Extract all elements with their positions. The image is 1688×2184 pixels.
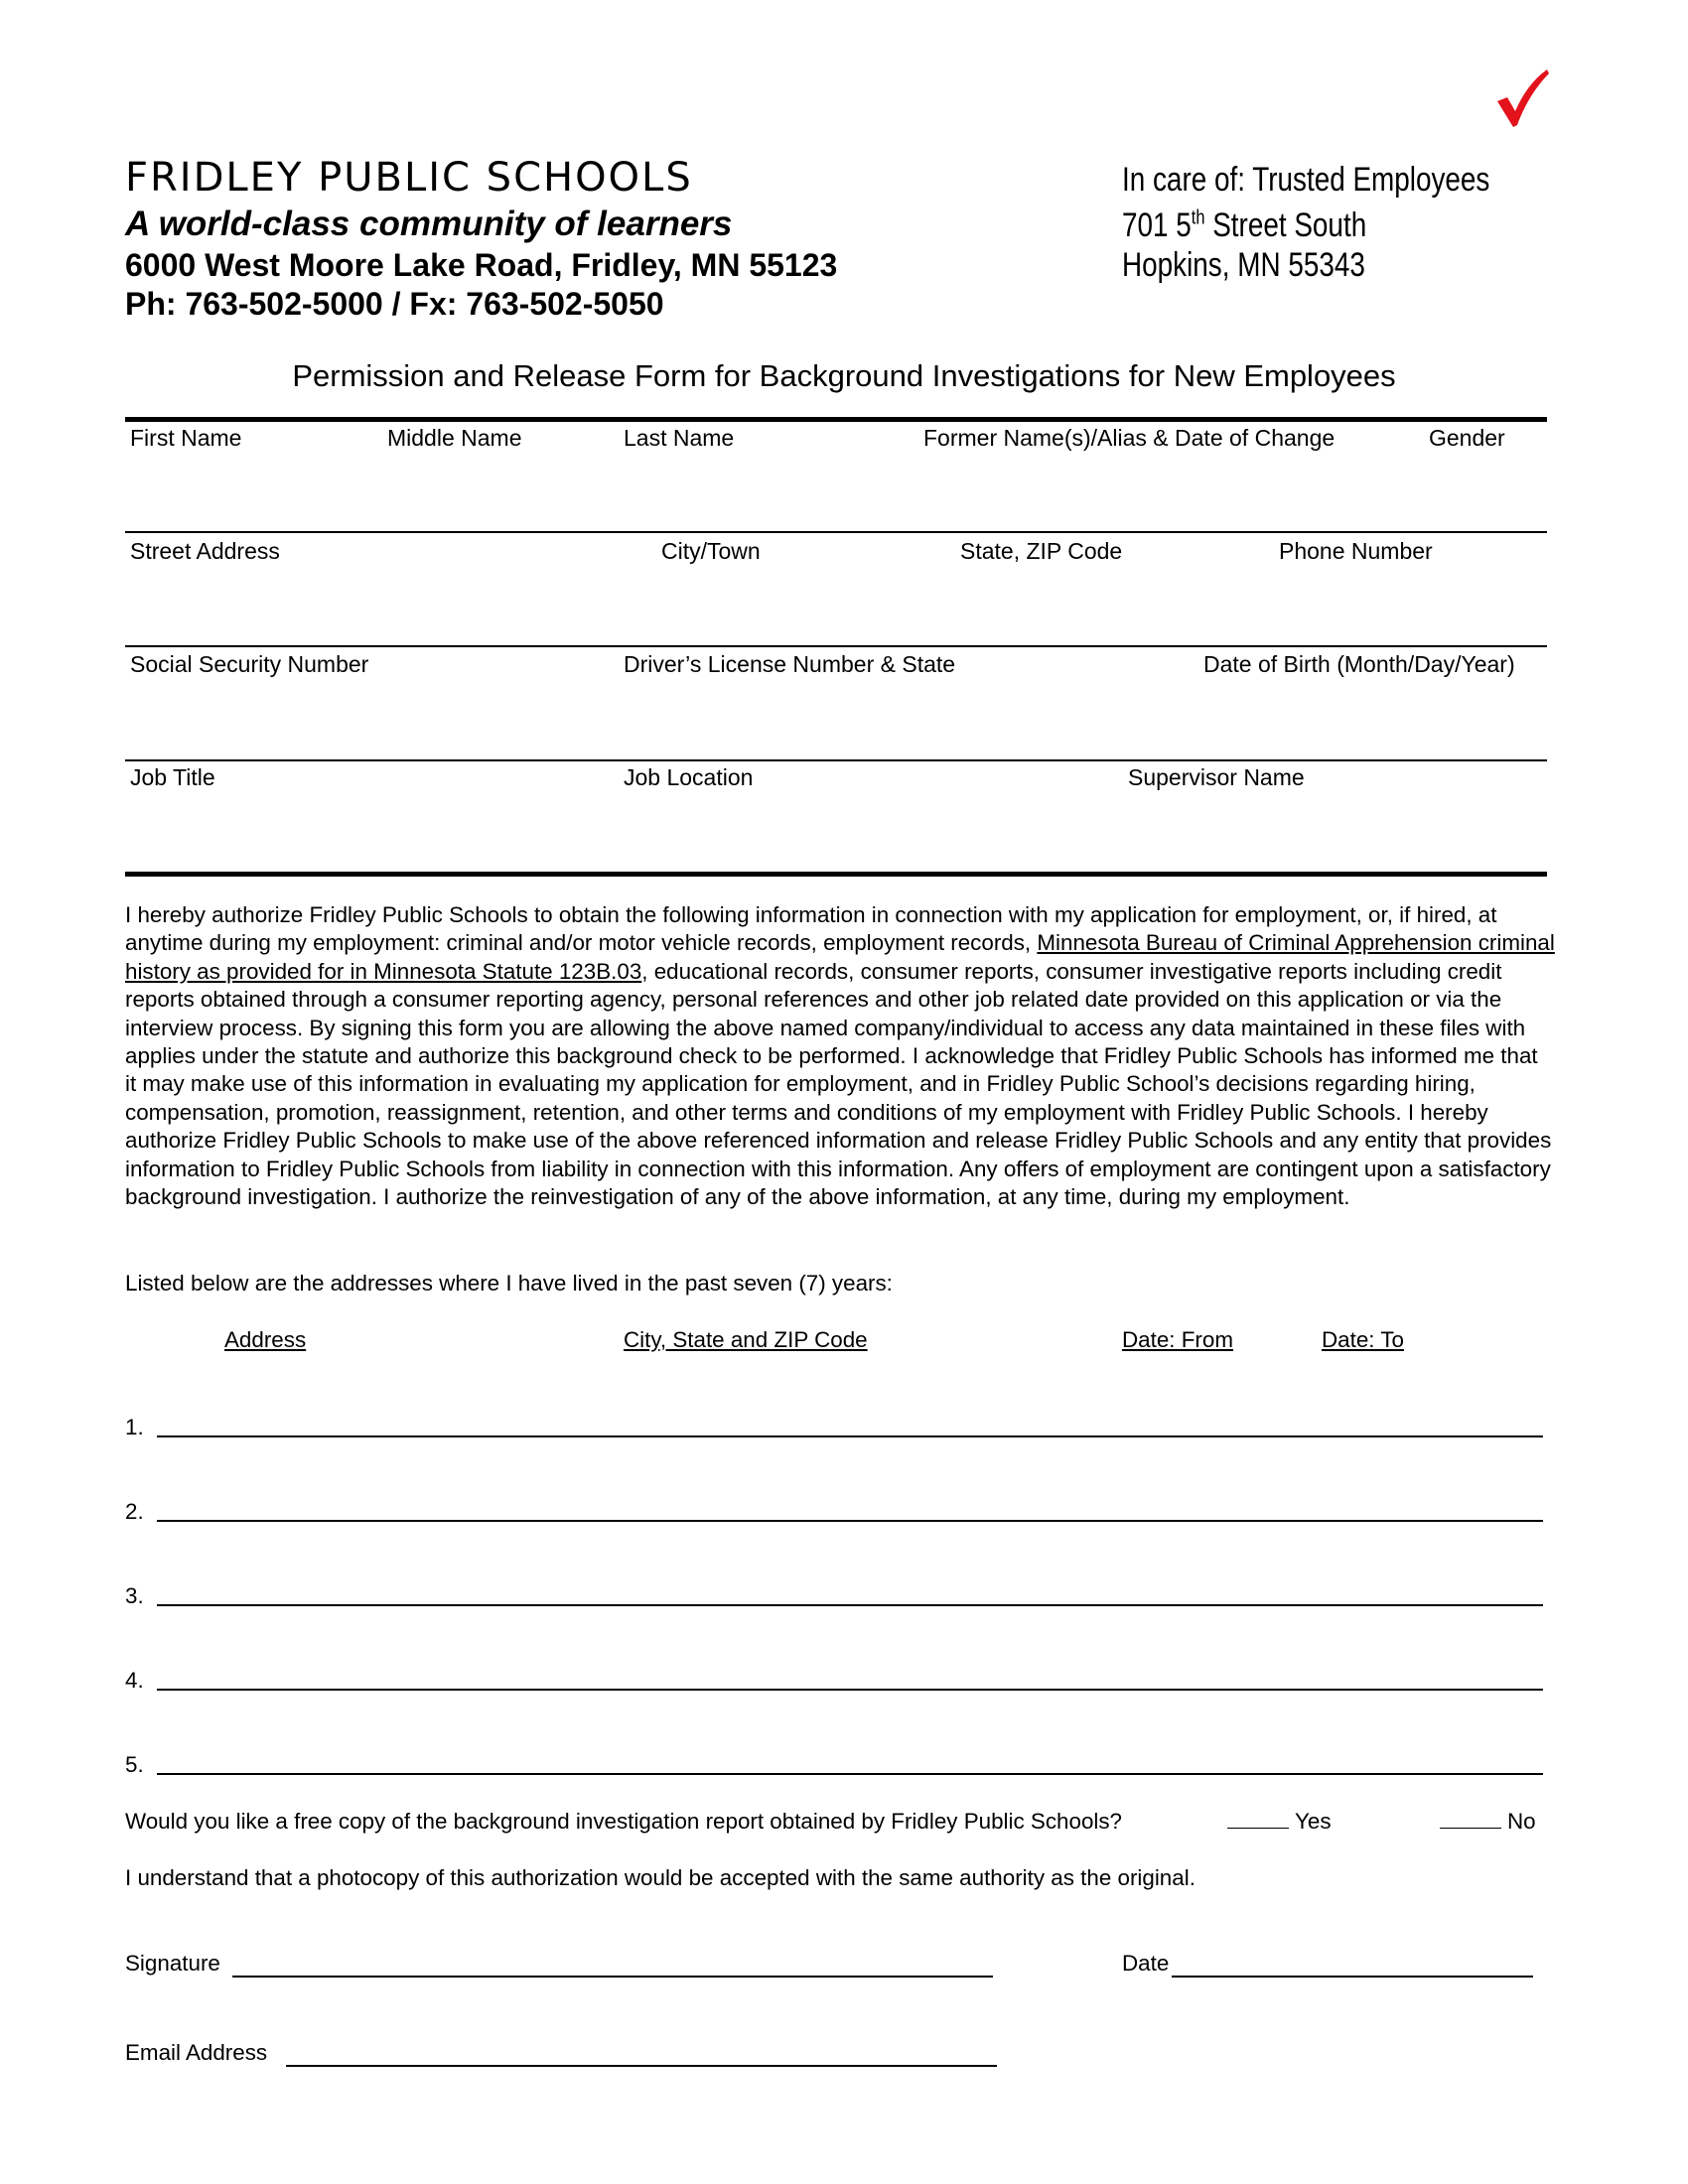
no-label: No (1507, 1809, 1536, 1834)
yes-label: Yes (1295, 1809, 1332, 1834)
care-street-rest: Street South (1204, 206, 1367, 244)
residence-line-2[interactable] (157, 1520, 1543, 1522)
drivers-license-field[interactable]: Driver’s License Number & State (624, 651, 956, 677)
org-phone: Ph: 763-502-5000 / Fx: 763-502-5050 (125, 286, 664, 322)
form-title: Permission and Release Form for Background Investigations for New Employees (292, 358, 1396, 393)
row-divider (125, 531, 1547, 533)
residence-intro: Listed below are the addresses where I have lived in the past seven (7) years: (125, 1271, 893, 1296)
no-option[interactable] (1440, 1809, 1536, 1835)
checkmark-icon (1493, 68, 1551, 134)
tagline: A world-class community of learners (125, 205, 733, 243)
authorization-paragraph (125, 901, 1555, 1211)
yes-option[interactable] (1227, 1809, 1332, 1835)
residence-number: 5. (125, 1752, 144, 1777)
residence-number: 4. (125, 1668, 144, 1693)
ssn-field[interactable]: Social Security Number (130, 651, 369, 677)
org-address: 6000 West Moore Lake Road, Fridley, MN 55123 (125, 247, 838, 283)
city-state-zip-column-header: City, State and ZIP Code (624, 1327, 868, 1352)
in-care-of: In care of: Trusted Employees (1122, 161, 1490, 199)
residence-line-3[interactable] (157, 1604, 1543, 1606)
authorization-text: I hereby authorize Fridley Public Schools to obtain the following information in connection with my application for employment, or, if hired, at anytime during my employment: criminal and/or motor vehicle records, employment records, (125, 902, 1497, 956)
email-label: Email Address (125, 2040, 268, 2065)
bottom-rule (125, 872, 1547, 877)
authorization-text: , educational records, consumer reports, consumer investigative reports including credit reports obtained through a consumer reporting agency, personal references and other job related date provided on this application or via the interview process. By signing this form you are allowing the above named company/individual to access any data maintained in these files with applies under the statute and authorize this background check to be performed. I acknowledge that Fridley Public Schools has informed me that it may make use of this information in evaluating my application for employment, and in Fridley Public School’s decisions regarding hiring, compensation, promotion, reassignment, retention, and other terms and conditions of my employment with Fridley Public Schools. I hereby authorize Fridley Public Schools to make use of the above referenced information and release Fridley Public Schools and any entity that provides information to Fridley Public Schools from liability in connection with this information. Any offers of employment are contingent upon a satisfactory background investigation. I authorize the reinvestigation of any of the above information, at any time, during my employment. (125, 958, 1552, 1210)
residence-number: 1. (125, 1415, 144, 1439)
care-street (1122, 206, 1366, 245)
job-location-field[interactable]: Job Location (624, 764, 754, 790)
street-address-field[interactable]: Street Address (130, 538, 280, 564)
date-field[interactable] (1172, 1976, 1533, 1978)
middle-name-field[interactable]: Middle Name (387, 425, 522, 451)
email-field[interactable] (286, 2065, 997, 2067)
statute-reference: Minnesota Bureau of Criminal Apprehension criminal history as provided for in Minnesota Statute 123B.03 (125, 930, 1555, 984)
date-from-column-header: Date: From (1122, 1327, 1233, 1352)
signature-label: Signature (125, 1951, 220, 1976)
residence-number: 3. (125, 1583, 144, 1608)
row-divider (125, 645, 1547, 647)
care-street-number: 701 5 (1122, 206, 1192, 244)
former-names-field[interactable]: Former Name(s)/Alias & Date of Change (923, 425, 1336, 451)
residence-line-5[interactable] (157, 1773, 1543, 1775)
signature-field[interactable] (232, 1976, 993, 1978)
photocopy-note: I understand that a photocopy of this authorization would be accepted with the same authority as the original. (125, 1865, 1196, 1890)
care-street-suffix: th (1191, 206, 1205, 229)
first-name-field[interactable]: First Name (130, 425, 242, 451)
yes-blank[interactable] (1227, 1810, 1289, 1829)
residence-number: 2. (125, 1499, 144, 1524)
gender-field[interactable]: Gender (1429, 425, 1505, 451)
residence-line-4[interactable] (157, 1689, 1543, 1691)
last-name-field[interactable]: Last Name (624, 425, 735, 451)
phone-number-field[interactable]: Phone Number (1279, 538, 1433, 564)
address-column-header: Address (224, 1327, 307, 1352)
state-zip-field[interactable]: State, ZIP Code (960, 538, 1123, 564)
care-city: Hopkins, MN 55343 (1122, 246, 1365, 284)
date-to-column-header: Date: To (1322, 1327, 1404, 1352)
no-blank[interactable] (1440, 1810, 1501, 1829)
date-of-birth-field[interactable]: Date of Birth (Month/Day/Year) (1203, 651, 1515, 677)
org-name: FRIDLEY PUBLIC SCHOOLS (125, 155, 693, 201)
city-town-field[interactable]: City/Town (661, 538, 761, 564)
copy-question: Would you like a free copy of the background investigation report obtained by Fridley Public Schools? (125, 1809, 1123, 1834)
top-rule (125, 417, 1547, 422)
job-title-field[interactable]: Job Title (130, 764, 215, 790)
date-label: Date (1122, 1951, 1170, 1976)
row-divider (125, 759, 1547, 761)
residence-line-1[interactable] (157, 1435, 1543, 1437)
supervisor-name-field[interactable]: Supervisor Name (1128, 764, 1305, 790)
